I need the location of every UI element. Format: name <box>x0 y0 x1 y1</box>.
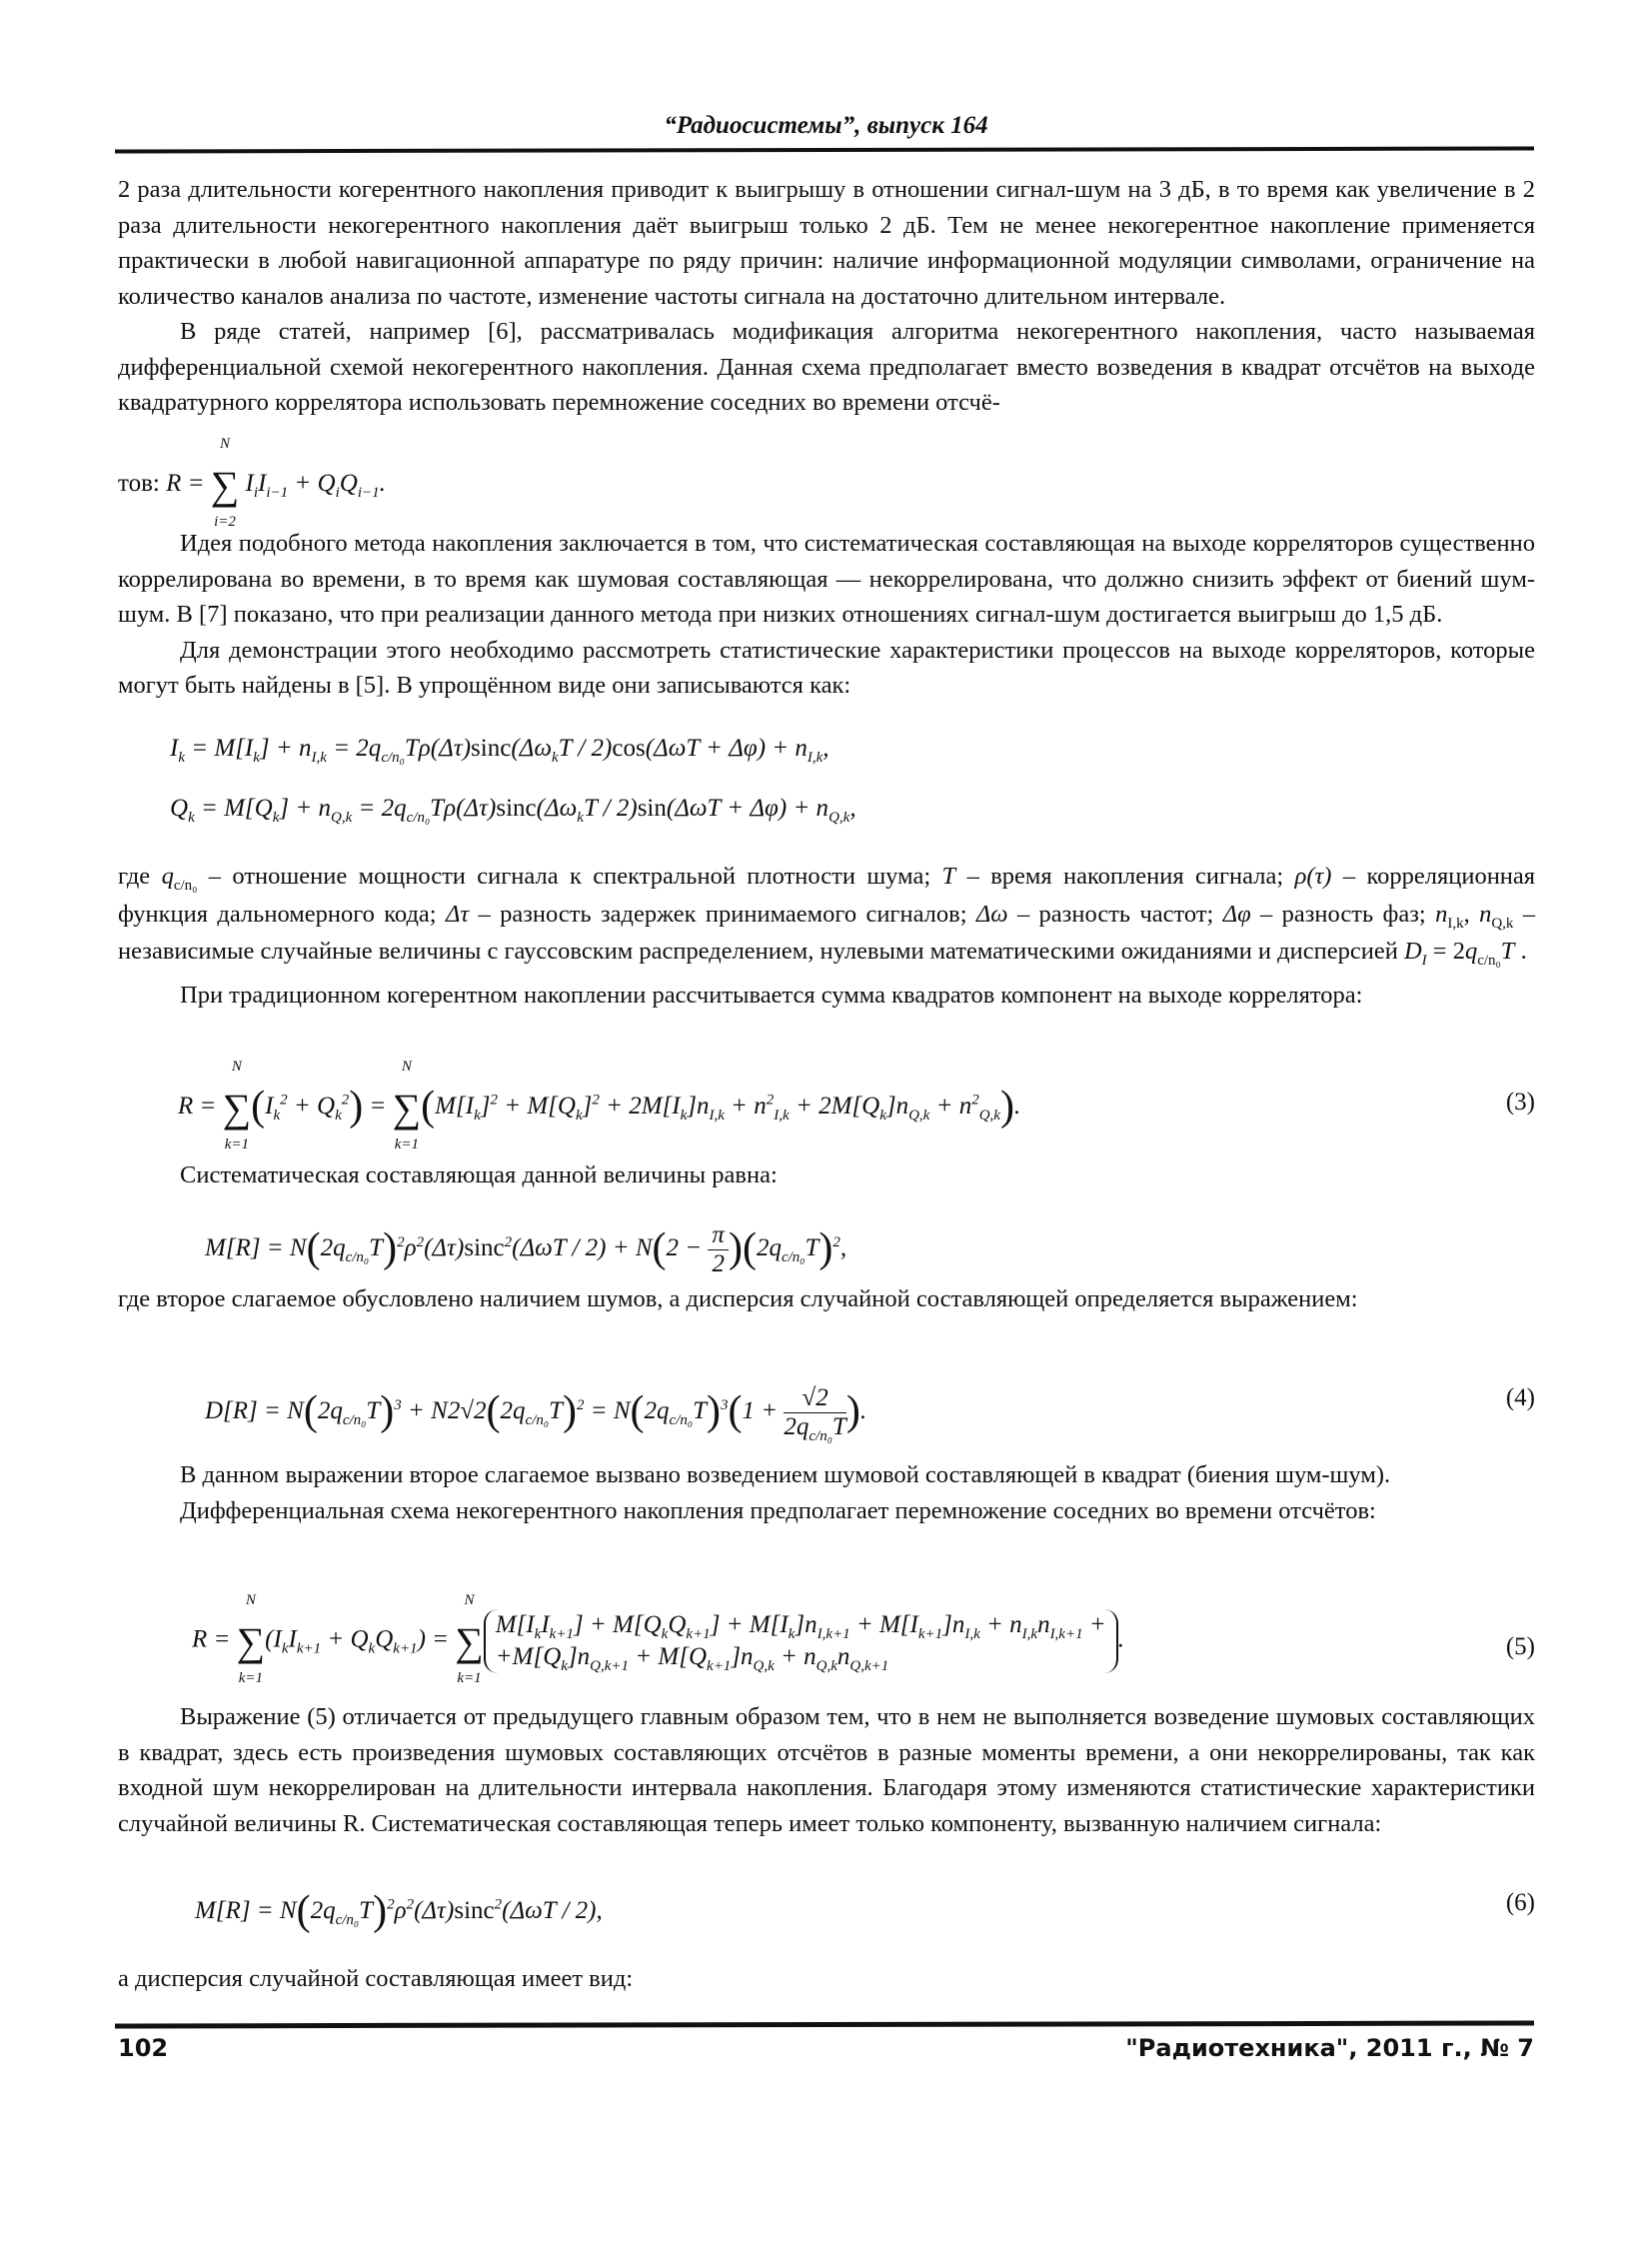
text-block-1 <box>118 172 1535 421</box>
text-block-3 <box>118 858 1535 1014</box>
equation-4-number: (4) <box>1505 1384 1535 1411</box>
equation-5: R = N ∑ k=1 $(I_kI_{k+1} + Q_kQ_{k+1})$ = N ∑ k=1 $M[I_kI_{k+1}] + M[Q_kQ_{k+1}] + M[I_k]n_{I,k+1} + M[I_{k+1}]n_{I,k} + n_{I,k}n_{I,k+1}$ + $+M[Q_k]n_{Q,k+1} + M[Q_{k+1}]n_{Q,k} + n_{Q,k}n_{Q,k+1}$ . <box>192 1591 1124 1686</box>
paragraph-2-tail: тов: <box>118 470 160 497</box>
text-block-6 <box>118 1457 1535 1528</box>
text-block-7 <box>118 1699 1535 1841</box>
equation-Ik: $I_k = M[I_k] + n_{I,k} = 2q_{c/n_0}T\rho(\Delta\tau)\sin c(\Delta\omega_kT / 2)\cos(\Delta\omega T + \Delta\varphi) + n_{I,k}$, <box>170 735 829 766</box>
paragraph-12: а дисперсия случайной составляющая имеет вид: <box>118 1965 634 1992</box>
footer-rule <box>115 2021 1534 2029</box>
equation-3-number: (3) <box>1505 1089 1535 1116</box>
equation-MR-coherent: $M[R] = N(2q_{c/n_0}T)^2\rho^2(\Delta\tau)\sin c^2(\Delta\omega T / 2) + N(2$ − $\frac{\pi}{2}$ )$(2q_{c/n_0}T)^2$, <box>205 1221 847 1277</box>
paragraph-6: При традиционном когерентном накоплении рассчитывается сумма квадратов компонент на выходе коррелятора: <box>180 981 1363 1009</box>
equation-inline-R: тов: R = N ∑ i=2 $I_iI_{i-1} + Q_iQ_{i-1}$. <box>118 436 386 530</box>
equation-Qk: $Q_k = M[Q_k] + n_{Q,k} = 2q_{c/n_0}T\rho(\Delta\tau)\sin c(\Delta\omega_kT / 2)\sin(\Delta\omega T + \Delta\varphi) + n_{Q,k}$, <box>170 795 856 826</box>
paragraph-3: Идея подобного метода накопления заключается в том, что систематическая составляющая на выходе корреляторов существенно коррелирована во времени, в то время как шумовая составляющая — некоррелирована, что должно снизить эффект от биений шум-шум. В [7] показано, что при реализации данного метода при низких отношениях сигнал-шум достигается выигрыш до 1,5 дБ. <box>118 530 1535 628</box>
text-block-2 <box>118 526 1535 704</box>
paragraph-10: Дифференциальная схема некогерентного накопления предполагает перемножение соседних во времени отсчётов: <box>180 1496 1376 1524</box>
paragraph-11: Выражение (5) отличается от предыдущего главным образом тем, что в нем не выполняется возведение шумовых составляющих в квадрат, здесь есть произведения шумовых составляющих отсчётов в разные моменты времени, а они некоррелированы, так как входной шум некоррелирован на длительности интервала накопления. Благодаря этому изменяются статистические характеристики случайной величины R. Систематическая составляющая теперь имеет только компоненту, вызванную наличием сигнала: <box>118 1703 1535 1837</box>
running-title: “Радиосистемы”, выпуск 164 <box>664 112 988 139</box>
header-rule <box>115 147 1534 154</box>
equation-4: $D[R] = N(2q_{c/n_0}T)^3 + N2√2(2q_{c/n_0}T)^2 = N(2q_{c/n_0}T)^3(1$ + $\frac{√2}{2q_{c/n_0}T}$ ). <box>205 1384 867 1444</box>
page-number: 102 <box>118 2034 169 2062</box>
equation-6-number: (6) <box>1505 1889 1535 1916</box>
equation-3: R = N ∑ k=1 $(I_k^2 + Q_k^2)$ = N ∑ k=1 $(M[I_k]^2 + M[Q_k]^2 + 2M[I_k]n_{I,k} + n^2_{I,k} + 2M[Q_k]n_{Q,k} + n^2_{Q,k})$. <box>178 1059 1021 1152</box>
journal-footer: "Радиотехника", 2011 г., № 7 <box>1125 2034 1534 2062</box>
paragraph-9: В данном выражении второе слагаемое вызвано возведением шумовой составляющей в квадрат (биения шум-шум). <box>180 1461 1391 1488</box>
equation-6: $M[R] = N(2q_{c/n_0}T)^2\rho^2(\Delta\tau)\sin c^2(\Delta\omega T / 2)$, <box>195 1888 603 1934</box>
paragraph-1: 2 раза длительности когерентного накопления приводит к выигрышу в отношении сигнал-шум на 3 дБ, в то время как увеличение в 2 раза длительности некогерентного накопления даёт выигрыш только 2 дБ. Тем не менее некогерентное накопление применяется практически в любой навигационной аппаратуре по ряду причин: наличие информационной модуляции символами, ограничение на количество каналов анализа по частоте, изменение частоты сигнала на достаточно длительном интервале. <box>118 176 1535 310</box>
paragraph-8: где второе слагаемое обусловлено наличием шумов, а дисперсия случайной составляющей определяется выражением: <box>118 1285 1358 1312</box>
equation-5-number: (5) <box>1505 1633 1535 1660</box>
paragraph-5: где $q_{c/n_0}$ – отношение мощности сигнала к спектральной плотности шума; T – время накопления сигнала; ρ(τ) – корреляционная функция дальномерного кода; Δτ – разность задержек принимаемого сигналов; Δω – разность частот; Δφ – разность фаз; $n_{I,k}$, $n_{Q,k}$ – независимые случайные величины с гауссовским распределением, нулевыми математическими ожиданиями и дисперсией $D_I = 2q_{c/n_0}T$ . <box>118 863 1536 969</box>
text-block-4 <box>118 1157 1535 1193</box>
paragraph-4: Для демонстрации этого необходимо рассмотреть статистические характеристики процессов на выходе корреляторов, которые могут быть найдены в [5]. В упрощённом виде они записываются как: <box>118 636 1535 699</box>
paragraph-2: В ряде статей, например [6], рассматривалась модификация алгоритма некогерентного накопления, часто называемая дифференциальной схемой некогерентного накопления. Данная схема предполагает вместо возведения в квадрат отсчётов на выходе квадратурного коррелятора использовать перемножение соседних во времени отсчё- <box>118 318 1535 416</box>
text-block-8 <box>118 1961 1535 1997</box>
text-block-5 <box>118 1281 1535 1317</box>
paragraph-7: Систематическая составляющая данной величины равна: <box>180 1161 778 1188</box>
